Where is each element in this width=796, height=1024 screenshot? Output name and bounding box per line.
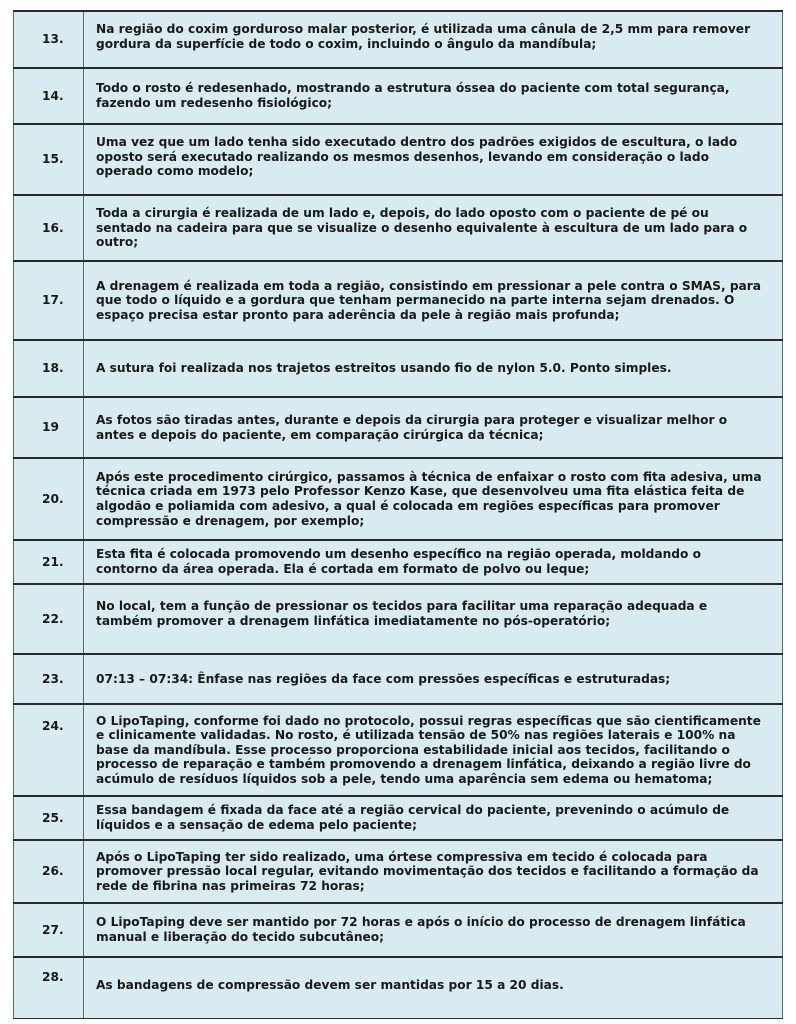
step-text: As fotos são tiradas antes, durante e depois da cirurgia para proteger e visualizar melhor o antes e depois do paciente, em comparação cirúrgica da técnica;: [84, 397, 783, 458]
table-row: [14, 124, 783, 195]
step-text: Toda a cirurgia é realizada de um lado e, depois, do lado oposto com o paciente de pé ou sentado na cadeira para que se visualize o desenho equivalente à escultura de um lado para o outro;: [84, 195, 783, 261]
step-number: 23.: [14, 654, 84, 704]
step-text: No local, tem a função de pressionar os tecidos para facilitar uma reparação adequada e também promover a drenagem linfática imediatamente no pós-operatório;: [84, 584, 783, 654]
step-number: 24.: [14, 704, 84, 796]
step-text: Esta fita é colocada promovendo um desenho específico na região operada, moldando o contorno da área operada. Ela é cortada em formato de polvo ou leque;: [84, 540, 783, 584]
step-number: 22.: [14, 584, 84, 654]
step-number: 16.: [14, 195, 84, 261]
table-row: [14, 584, 783, 654]
table-row: [14, 195, 783, 261]
step-number: 28.: [14, 957, 84, 1018]
table-row: [14, 957, 783, 1018]
step-number: 25.: [14, 796, 84, 840]
table-row: [14, 704, 783, 796]
table-row: [14, 458, 783, 540]
step-number: 26.: [14, 840, 84, 903]
step-number: 15.: [14, 124, 84, 195]
step-number: 18.: [14, 340, 84, 397]
protocol-table-container: [13, 10, 783, 1019]
table-row: [14, 11, 783, 68]
table-row: [14, 68, 783, 124]
step-text: Na região do coxim gorduroso malar posterior, é utilizada uma cânula de 2,5 mm para remover gordura da superfície de todo o coxim, incluindo o ângulo da mandíbula;: [84, 11, 783, 68]
table-row: [14, 654, 783, 704]
step-number: 17.: [14, 261, 84, 340]
step-text: A sutura foi realizada nos trajetos estreitos usando fio de nylon 5.0. Ponto simples.: [84, 340, 783, 397]
table-row: [14, 840, 783, 903]
step-text: Todo o rosto é redesenhado, mostrando a estrutura óssea do paciente com total segurança, fazendo um redesenho fisiológico;: [84, 68, 783, 124]
step-number: 13.: [14, 11, 84, 68]
table-row: [14, 397, 783, 458]
step-text: O LipoTaping, conforme foi dado no protocolo, possui regras específicas que são cientificamente e clinicamente validadas. No rosto, é utilizada tensão de 50% nas regiões laterais e 100% na base da mandíbula. Esse processo proporciona estabilidade inicial aos tecidos, facilitando o processo de reparação e também promovendo a drenagem linfática, deixando a região livre do acúmulo de resíduos líquidos sob a pele, tendo uma aparência sem edema ou hematoma;: [84, 704, 783, 796]
step-number: 20.: [14, 458, 84, 540]
step-text: Uma vez que um lado tenha sido executado dentro dos padrões exigidos de escultura, o lado oposto será executado realizando os mesmos desenhos, levando em consideração o lado operado como modelo;: [84, 124, 783, 195]
protocol-steps-table: [13, 10, 783, 1019]
step-text: Após este procedimento cirúrgico, passamos à técnica de enfaixar o rosto com fita adesiva, uma técnica criada em 1973 pelo Professor Kenzo Kase, que desenvolveu uma fita elástica feita de algodão e poliamida com adesivo, a qual é colocada em regiões específicas para promover compressão e drenagem, por exemplo;: [84, 458, 783, 540]
step-text: A drenagem é realizada em toda a região, consistindo em pressionar a pele contra o SMAS, para que todo o líquido e a gordura que tenham permanecido na parte interna sejam drenados. O espaço precisa estar pronto para aderência da pele à região mais profunda;: [84, 261, 783, 340]
step-text: O LipoTaping deve ser mantido por 72 horas e após o início do processo de drenagem linfática manual e liberação do tecido subcutâneo;: [84, 903, 783, 957]
table-row: [14, 261, 783, 340]
step-text: As bandagens de compressão devem ser mantidas por 15 a 20 dias.: [84, 957, 783, 1018]
step-number: 14.: [14, 68, 84, 124]
table-row: [14, 540, 783, 584]
step-text: Após o LipoTaping ter sido realizado, uma órtese compressiva em tecido é colocada para promover pressão local regular, evitando movimentação dos tecidos e facilitando a formação da rede de fibrina nas primeiras 72 horas;: [84, 840, 783, 903]
table-row: [14, 903, 783, 957]
step-text: 07:13 – 07:34: Ênfase nas regiões da face com pressões específicas e estruturadas;: [84, 654, 783, 704]
step-number: 27.: [14, 903, 84, 957]
step-number: 19: [14, 397, 84, 458]
table-row: [14, 796, 783, 840]
step-number: 21.: [14, 540, 84, 584]
table-row: [14, 340, 783, 397]
step-text: Essa bandagem é fixada da face até a região cervical do paciente, prevenindo o acúmulo de líquidos e a sensação de edema pelo paciente;: [84, 796, 783, 840]
